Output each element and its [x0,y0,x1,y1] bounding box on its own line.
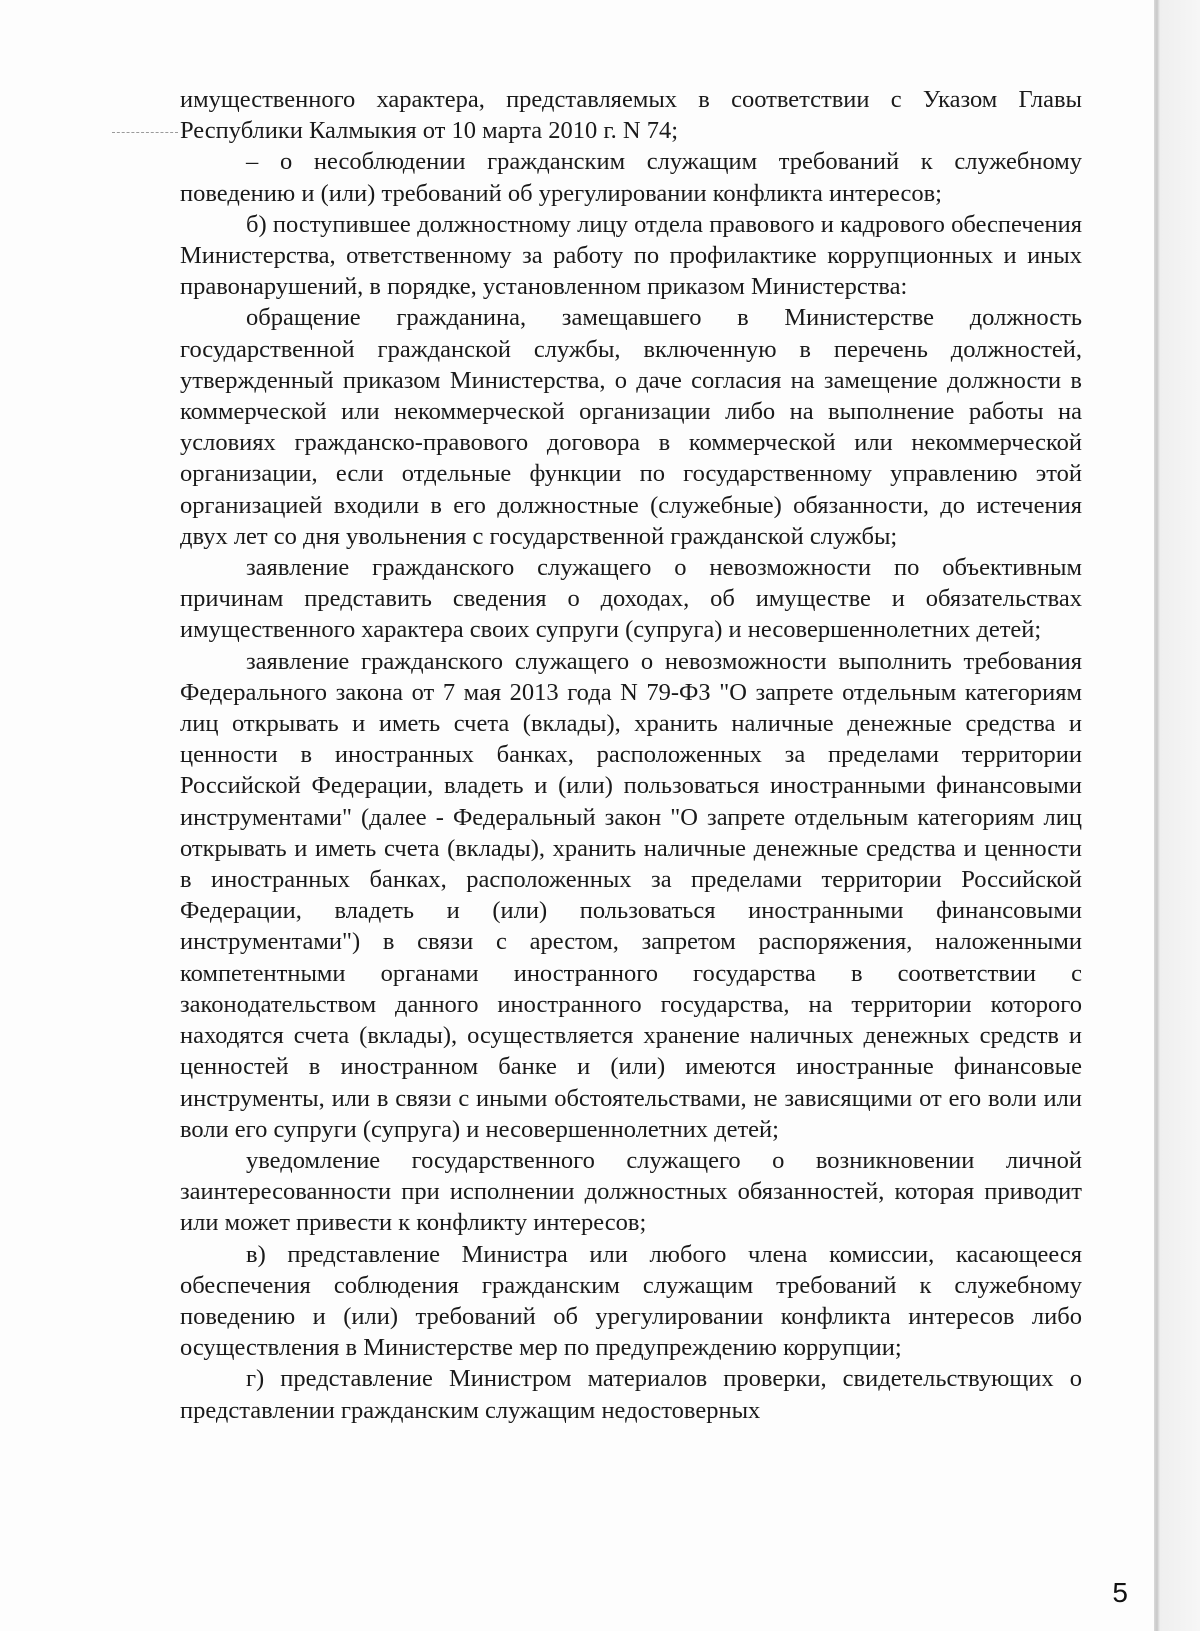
paragraph-federal-law: заявление гражданского служащего о невозможности выполнить требования Федерального закона от 7 мая 2013 года N 79-ФЗ "О запрете отдельным категориям лиц открывать и иметь счета (вклады), хранить наличные денежные средства и ценности в иностранных банках, расположенных за пределами территории Российской Федерации, владеть и (или) пользоваться иностранными финансовыми инструментами" (далее - Федеральный закон "О запрете отдельным категориям лиц открывать и иметь счета (вклады), хранить наличные денежные средства и ценности в иностранных банках, расположенных за пределами территории Российской Федерации, владеть и (или) пользоваться иностранными финансовыми инструментами") в связи с арестом, запретом распоряжения, наложенными компетентными органами иностранного государства в соответствии с законодательством данного иностранного государства, на территории которого находятся счета (вклады), осуществляется хранение наличных денежных средств и ценностей в иностранном банке и (или) имеются иностранные финансовые инструменты, или в связи с иными обстоятельствами, не зависящими от его воли или воли его супруги (супруга) и несовершеннолетних детей; [180,647,1082,1143]
paragraph-nonobservance: – о несоблюдении гражданским служащим требований к служебному поведению и (или) требований об урегулировании конфликта интересов; [180,148,1082,207]
scan-artifact-dash [112,132,178,133]
paragraph-notification: уведомление государственного служащего о возникновении личной заинтересованности при исполнении должностных обязанностей, которая приводит или может привести к конфликту интересов; [180,1146,1082,1237]
page-number: 5 [1112,1577,1128,1608]
scan-page-edge [1154,0,1200,1631]
paragraph-continuation: имущественного характера, представляемых в соответствии с Указом Главы Республики Калмыкия от 10 марта 2010 г. N 74; [180,86,1082,145]
paragraph-citizen-appeal: обращение гражданина, замещавшего в Министерстве должность государственной гражданской службы, включенную в перечень должностей, утвержденный приказом Министерства, о даче согласия на замещение должности в коммерческой или некоммерческой организации либо на выполнение работы на условиях гражданско-правового договора в коммерческой или некоммерческой организации, если отдельные функции по государственному управлению этой организацией входили в его должностные (служебные) обязанности, до истечения двух лет со дня увольнения с государственной гражданской службы; [180,304,1082,550]
paragraph-v: в) представление Министра или любого члена комиссии, касающееся обеспечения соблюдения гражданским служащим требований к служебному поведению и (или) требований об урегулировании конфликта интересов либо осуществления в Министерстве мер по предупреждению коррупции; [180,1240,1082,1362]
paragraph-g: г) представление Министром материалов проверки, свидетельствующих о представлении гражданским служащим недостоверных [180,1365,1082,1424]
paragraph-income-statement: заявление гражданского служащего о невозможности по объективным причинам представить сведения о доходах, об имуществе и обязательствах имущественного характера своих супруги (супруга) и несовершеннолетних детей; [180,554,1082,644]
paragraph-b: б) поступившее должностному лицу отдела правового и кадрового обеспечения Министерства, ответственному за работу по профилактике коррупционных и иных правонарушений, в порядке, установленном приказом Министерства: [180,210,1082,301]
document-body [180,84,1082,1426]
